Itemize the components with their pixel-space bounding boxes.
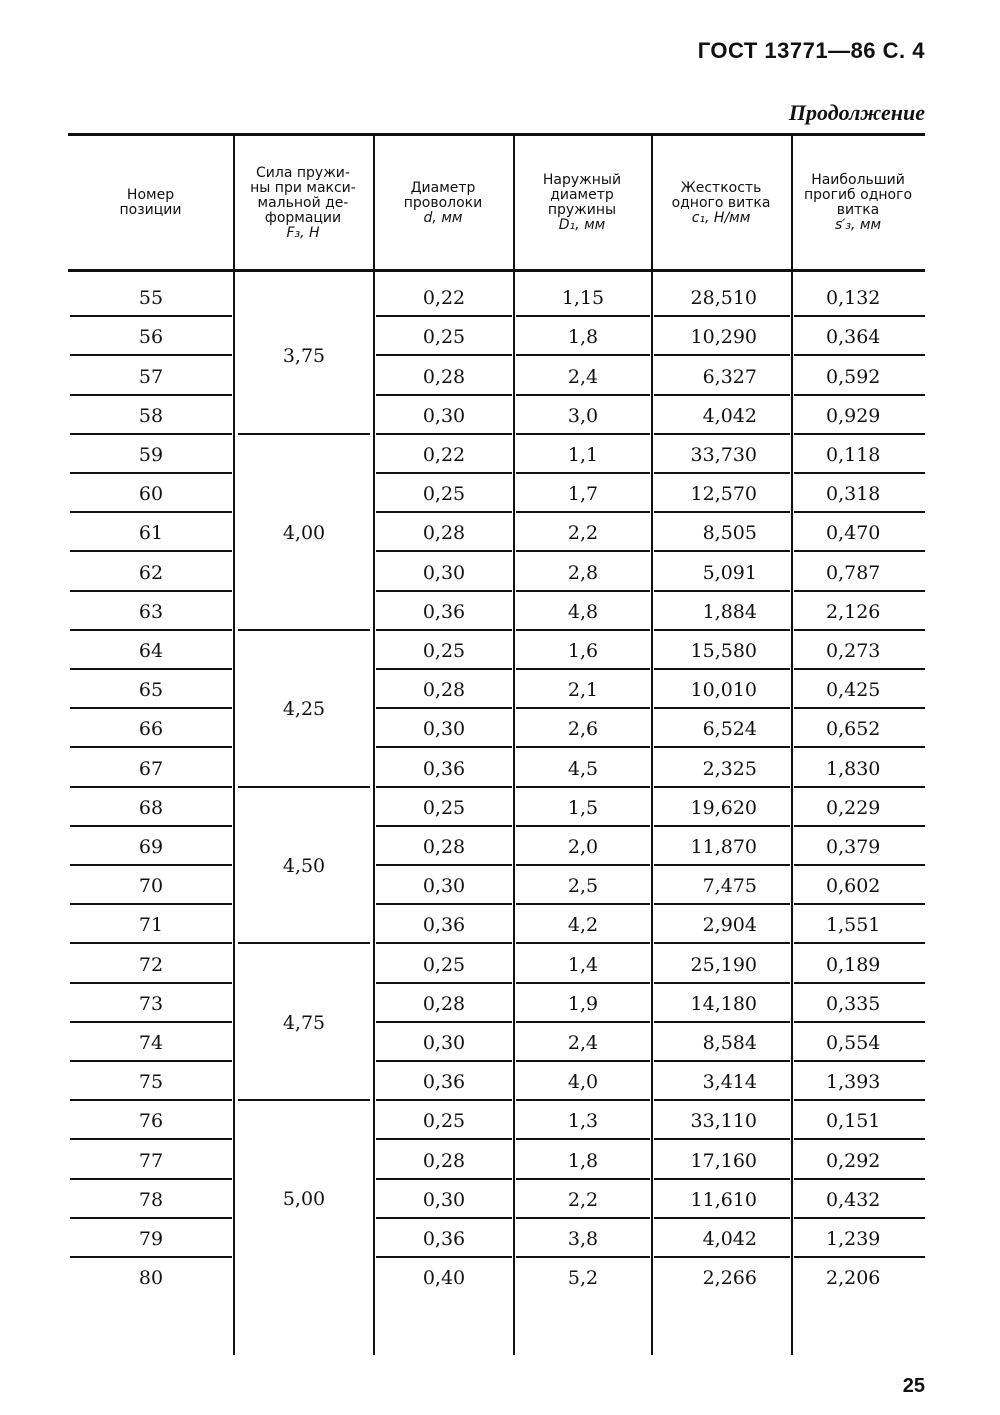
continuation-label: Продолжение [788,100,925,125]
table-row [68,748,925,787]
deflection-cell: 0,132 [826,287,881,310]
stiffness-cell: 12,570 [690,483,757,506]
position-number-cell: 70 [138,875,164,898]
position-number-cell: 79 [138,1227,164,1250]
stiffness-cell: 3,414 [702,1071,757,1094]
position-number-cell: 62 [138,561,164,584]
deflection-cell: 0,929 [826,404,881,427]
outer-diameter-cell: 1,9 [567,992,599,1015]
table-row [68,278,925,317]
wire-diameter-cell: 0,36 [422,600,466,623]
position-number-cell: 75 [138,1071,164,1094]
header-line: витка [836,202,880,218]
header-line: Наружный [542,172,622,188]
page-number: 25 [902,1375,925,1397]
wire-diameter-cell: 0,25 [422,953,466,976]
outer-diameter-cell: 1,6 [567,639,599,662]
table-row [68,317,925,356]
position-number-cell: 73 [138,992,164,1015]
outer-diameter-cell: 4,0 [567,1071,599,1094]
spring-force-cell: 5,00 [282,1188,326,1211]
wire-diameter-cell: 0,22 [422,287,466,310]
table-row [68,1180,925,1219]
stiffness-cell: 5,091 [702,561,757,584]
wire-diameter-cell: 0,30 [422,875,466,898]
outer-diameter-cell: 5,2 [567,1267,599,1290]
header-spring-force [233,143,373,263]
outer-diameter-cell: 2,2 [567,1188,599,1211]
stiffness-cell: 7,475 [702,875,757,898]
outer-diameter-cell: 1,4 [567,953,599,976]
outer-diameter-cell: 4,2 [567,914,599,937]
wire-diameter-cell: 0,28 [422,679,466,702]
spring-force-cell: 4,75 [282,1011,326,1034]
header-line: s′₃, мм [834,217,882,233]
outer-diameter-cell: 1,8 [567,1149,599,1172]
deflection-cell: 0,652 [826,718,881,741]
outer-diameter-cell: 1,15 [561,287,605,310]
deflection-cell: 2,126 [826,600,881,623]
deflection-cell: 0,602 [826,875,881,898]
wire-diameter-cell: 0,36 [422,1227,466,1250]
table-row [68,827,925,866]
table-row [68,631,925,670]
outer-diameter-cell: 1,8 [567,326,599,349]
table-row [68,356,925,395]
stiffness-cell: 1,884 [702,600,757,623]
position-number-cell: 69 [138,835,164,858]
header-line: прогиб одного [803,187,913,203]
header-position-number [68,143,233,263]
stiffness-cell: 8,505 [702,522,757,545]
stiffness-cell: 28,510 [690,287,757,310]
header-line: диаметр [550,187,614,203]
outer-diameter-cell: 2,6 [567,718,599,741]
header-max-deflection [791,143,925,263]
table-row [68,1219,925,1258]
wire-diameter-cell: 0,28 [422,522,466,545]
wire-diameter-cell: 0,28 [422,992,466,1015]
wire-diameter-cell: 0,28 [422,365,466,388]
stiffness-cell: 33,110 [690,1110,757,1133]
header-line: формации [264,209,342,226]
table-row [68,396,925,435]
header-line: Номер [126,187,175,203]
header-line: Наибольший [811,172,905,188]
header-line: пружины [547,202,617,218]
outer-diameter-cell: 2,2 [567,522,599,545]
wire-diameter-cell: 0,25 [422,639,466,662]
stiffness-cell: 33,730 [690,443,757,466]
deflection-cell: 0,273 [826,639,881,662]
deflection-cell: 0,118 [826,443,881,466]
wire-diameter-cell: 0,25 [422,796,466,819]
position-number-cell: 77 [138,1149,164,1172]
table-row [68,984,925,1023]
stiffness-cell: 15,580 [690,639,757,662]
header-wire-diameter [373,143,513,263]
wire-diameter-cell: 0,36 [422,1071,466,1094]
header-line: Сила пружи- [256,164,350,181]
outer-diameter-cell: 2,4 [567,1031,599,1054]
stiffness-cell: 25,190 [690,953,757,976]
outer-diameter-cell: 2,8 [567,561,599,584]
position-number-cell: 65 [138,679,164,702]
position-number-cell: 60 [138,483,164,506]
wire-diameter-cell: 0,30 [422,404,466,427]
position-number-cell: 56 [138,326,164,349]
outer-diameter-cell: 2,4 [567,365,599,388]
position-number-cell: 59 [138,443,164,466]
spring-force-cell: 4,50 [282,854,326,877]
stiffness-cell: 17,160 [690,1149,757,1172]
position-number-cell: 63 [138,600,164,623]
wire-diameter-cell: 0,30 [422,1031,466,1054]
position-number-cell: 58 [138,404,164,427]
header-line: Диаметр [410,179,476,196]
table-row [68,592,925,631]
deflection-cell: 0,554 [826,1031,881,1054]
table-row [68,1140,925,1179]
position-number-cell: 61 [138,522,164,545]
deflection-cell: 0,292 [826,1149,881,1172]
stiffness-cell: 2,266 [702,1267,757,1290]
outer-diameter-cell: 4,5 [567,757,599,780]
outer-diameter-cell: 3,0 [567,404,599,427]
outer-diameter-cell: 1,7 [567,483,599,506]
table-row [68,866,925,905]
deflection-cell: 0,335 [826,992,881,1015]
position-number-cell: 76 [138,1110,164,1133]
table-row [68,905,925,944]
table-row [68,944,925,983]
deflection-cell: 0,787 [826,561,881,584]
header-stiffness [651,143,791,263]
deflection-cell: 2,206 [826,1267,881,1290]
table-row [68,709,925,748]
header-line: проволоки [403,194,483,211]
wire-diameter-cell: 0,30 [422,718,466,741]
deflection-cell: 0,592 [826,365,881,388]
stiffness-cell: 19,620 [690,796,757,819]
outer-diameter-cell: 4,8 [567,600,599,623]
stiffness-cell: 2,325 [702,757,757,780]
spring-force-cell: 3,75 [282,345,326,368]
table-row [68,1101,925,1140]
wire-diameter-cell: 0,30 [422,561,466,584]
table-row [68,1023,925,1062]
outer-diameter-cell: 1,3 [567,1110,599,1133]
deflection-cell: 0,379 [826,835,881,858]
wire-diameter-cell: 0,40 [422,1267,466,1290]
table-row [68,1258,925,1297]
position-number-cell: 67 [138,757,164,780]
stiffness-cell: 10,290 [690,326,757,349]
stiffness-cell: 11,610 [690,1188,757,1211]
position-number-cell: 74 [138,1031,164,1054]
wire-diameter-cell: 0,25 [422,1110,466,1133]
deflection-cell: 1,551 [826,914,881,937]
table-header-rule [68,269,925,272]
stiffness-cell: 6,327 [702,365,757,388]
wire-diameter-cell: 0,28 [422,1149,466,1172]
table-row [68,1062,925,1101]
stiffness-cell: 4,042 [702,404,757,427]
outer-diameter-cell: 2,1 [567,679,599,702]
header-line: c₁, Н/мм [691,209,751,226]
header-line: мальной де- [257,194,349,211]
spring-data-table [68,133,925,1355]
position-number-cell: 55 [138,287,164,310]
header-line: ны при макси- [250,179,356,196]
deflection-cell: 0,318 [826,483,881,506]
wire-diameter-cell: 0,28 [422,835,466,858]
deflection-cell: 1,239 [826,1227,881,1250]
spring-force-cell: 4,25 [282,698,326,721]
stiffness-cell: 4,042 [702,1227,757,1250]
outer-diameter-cell: 3,8 [567,1227,599,1250]
deflection-cell: 0,229 [826,796,881,819]
header-line: d, мм [423,209,463,226]
header-line: позиции [119,202,182,218]
stiffness-cell: 11,870 [690,835,757,858]
position-number-cell: 72 [138,953,164,976]
deflection-cell: 0,470 [826,522,881,545]
stiffness-cell: 2,904 [702,914,757,937]
spring-force-cell: 4,00 [282,521,326,544]
position-number-cell: 66 [138,718,164,741]
header-line: D₁, мм [558,217,606,233]
header-outer-diameter [513,143,651,263]
header-line: Жесткость [680,179,762,196]
position-number-cell: 78 [138,1188,164,1211]
deflection-cell: 0,151 [826,1110,881,1133]
position-number-cell: 64 [138,639,164,662]
table-row [68,788,925,827]
stiffness-cell: 8,584 [702,1031,757,1054]
outer-diameter-cell: 1,1 [567,443,599,466]
table-row [68,670,925,709]
table-row [68,435,925,474]
wire-diameter-cell: 0,36 [422,914,466,937]
table-row [68,474,925,513]
wire-diameter-cell: 0,25 [422,483,466,506]
table-row [68,552,925,591]
outer-diameter-cell: 1,5 [567,796,599,819]
outer-diameter-cell: 2,5 [567,875,599,898]
table-top-rule [68,133,925,136]
wire-diameter-cell: 0,36 [422,757,466,780]
deflection-cell: 0,425 [826,679,881,702]
deflection-cell: 0,189 [826,953,881,976]
deflection-cell: 0,364 [826,326,881,349]
stiffness-cell: 10,010 [690,679,757,702]
position-number-cell: 71 [138,914,164,937]
wire-diameter-cell: 0,25 [422,326,466,349]
position-number-cell: 80 [138,1267,164,1290]
stiffness-cell: 6,524 [702,718,757,741]
wire-diameter-cell: 0,22 [422,443,466,466]
position-number-cell: 68 [138,796,164,819]
table-row [68,513,925,552]
position-number-cell: 57 [138,365,164,388]
wire-diameter-cell: 0,30 [422,1188,466,1211]
deflection-cell: 1,393 [826,1071,881,1094]
page-header: ГОСТ 13771—86 С. 4 [697,38,925,63]
deflection-cell: 0,432 [826,1188,881,1211]
deflection-cell: 1,830 [826,757,881,780]
outer-diameter-cell: 2,0 [567,835,599,858]
header-line: F₃, Н [286,224,320,241]
header-line: одного витка [671,194,771,211]
stiffness-cell: 14,180 [690,992,757,1015]
